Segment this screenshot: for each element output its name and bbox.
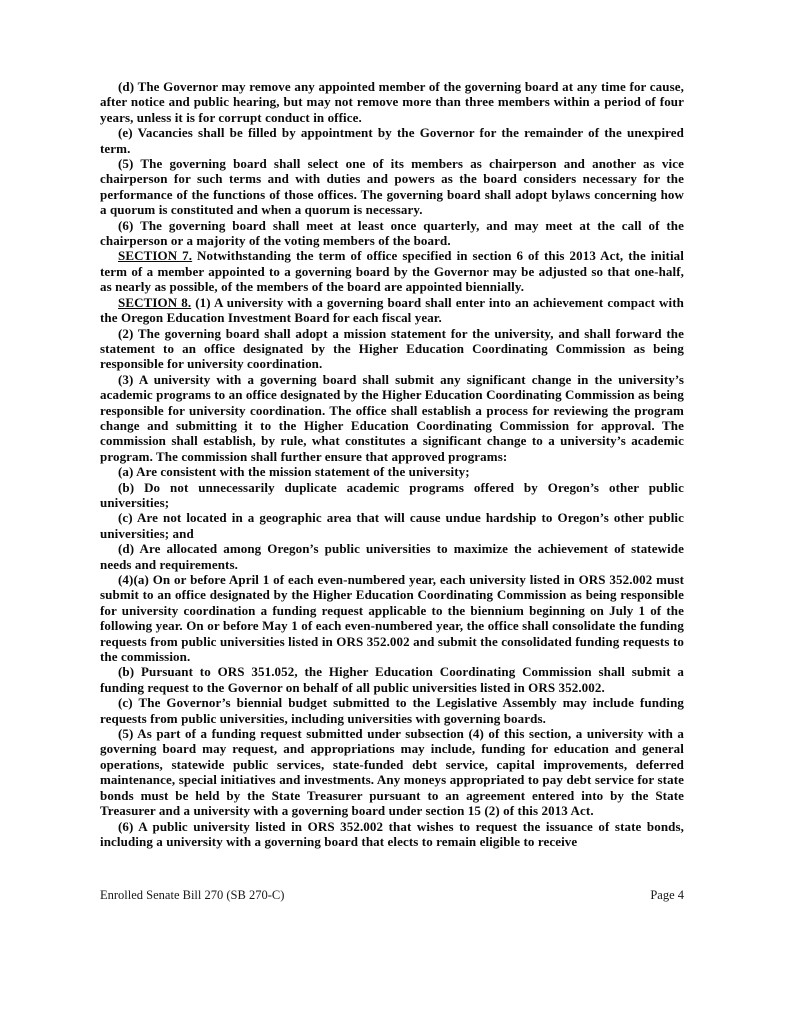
document-body xyxy=(100,79,684,849)
paragraph xyxy=(100,664,684,695)
paragraph-text: (6) A public university listed in ORS 352.002 that wishes to request the issuance of state bonds, including a university with a governing board that elects to remain eligible to receive xyxy=(100,818,684,849)
paragraph xyxy=(100,326,684,372)
paragraph xyxy=(100,695,684,726)
paragraph-text: (e) Vacancies shall be filled by appointment by the Governor for the remainder of the unexpired term. xyxy=(100,125,684,156)
paragraph-text: (5) As part of a funding request submitted under subsection (4) of this section, a university with a governing board may request, and appropriations may include, funding for education and general operations, statewide public services, state-funded debt service, capital improvements, deferred maintenance, special initiatives and investments. Any moneys appropriated to pay debt service for state bonds must be held by the State Treasurer pursuant to an agreement entered into by the State Treasurer and a university with a governing board under section 15 (2) of this 2013 Act. xyxy=(100,726,684,819)
paragraph xyxy=(100,125,684,156)
paragraph-text: (b) Pursuant to ORS 351.052, the Higher Education Coordinating Commission shall submit a funding request to the Governor on behalf of all public universities listed in ORS 352.002. xyxy=(100,664,684,695)
paragraph xyxy=(100,372,684,464)
footer-bill-title: Enrolled Senate Bill 270 (SB 270-C) xyxy=(100,888,285,902)
paragraph xyxy=(100,156,684,218)
section-heading: SECTION 8. xyxy=(118,294,192,310)
paragraph-text: (2) The governing board shall adopt a mission statement for the university, and shall forward the statement to an office designated by the Higher Education Coordinating Commission as being responsible for university coordination. xyxy=(100,325,684,372)
paragraph-text: (a) Are consistent with the mission statement of the university; xyxy=(118,464,470,480)
paragraph-text: (6) The governing board shall meet at least once quarterly, and may meet at the call of the chairperson or a majority of the voting members of the board. xyxy=(100,217,684,249)
paragraph xyxy=(100,218,684,249)
paragraph xyxy=(100,480,684,511)
paragraph xyxy=(100,464,684,479)
paragraph xyxy=(100,819,684,850)
paragraph-text: (3) A university with a governing board shall submit any significant change in the university’s academic programs to an office designated by the Higher Education Coordinating Commission as being responsible for university coordination. The office shall establish a process for reviewing the program change and submitting it to the Higher Education Coordinating Commission for approval. The commission shall establish, by rule, what constitutes a significant change to a university’s academic program. The commission shall further ensure that approved programs: xyxy=(100,371,684,464)
paragraph-text: (c) The Governor’s biennial budget submitted to the Legislative Assembly may include funding requests from public universities, including universities with governing boards. xyxy=(100,695,684,726)
paragraph xyxy=(100,248,684,294)
paragraph-text: (5) The governing board shall select one of its members as chairperson and another as vice chairperson for such terms and with duties and powers as the board considers necessary for the performance of the functions of those offices. The governing board shall adopt bylaws concerning how a quorum is constituted and when a quorum is necessary. xyxy=(100,156,684,218)
paragraph-text: Notwithstanding the term of office specified in section 6 of this 2013 Act, the initial term of a member appointed to a governing board by the Governor may be adjusted so that one-half, as nearly as possible, of the members of the board are appointed biennially. xyxy=(100,248,684,295)
paragraph-text: (d) Are allocated among Oregon’s public universities to maximize the achievement of statewide needs and requirements. xyxy=(100,541,684,572)
paragraph-text: (1) A university with a governing board shall enter into an achievement compact with the Oregon Education Investment Board for each fiscal year. xyxy=(100,294,684,326)
footer-page-number: Page 4 xyxy=(650,888,684,902)
paragraph xyxy=(100,295,684,326)
paragraph xyxy=(100,510,684,541)
paragraph xyxy=(100,79,684,125)
paragraph xyxy=(100,726,684,818)
paragraph-text: (d) The Governor may remove any appointed member of the governing board at any time for cause, after notice and public hearing, but may not remove more than three members within a period of four years, unless it is for corrupt conduct in office. xyxy=(100,79,684,125)
paragraph-text: (b) Do not unnecessarily duplicate academic programs offered by Oregon’s other public universities; xyxy=(100,479,684,510)
paragraph xyxy=(100,541,684,572)
page-footer xyxy=(100,888,684,903)
paragraph-text: (c) Are not located in a geographic area that will cause undue hardship to Oregon’s other public universities; and xyxy=(100,510,684,541)
paragraph-text: (4)(a) On or before April 1 of each even-numbered year, each university listed in ORS 352.002 must submit to an office designated by the Higher Education Coordinating Commission as being responsible for university coordination a funding request applicable to the biennium beginning on July 1 of the following year. On or before May 1 of each even-numbered year, the office shall consolidate the funding requests from public universities listed in ORS 352.002 and submit the consolidated funding requests to the commission. xyxy=(100,572,684,665)
section-heading: SECTION 7. xyxy=(118,248,193,264)
paragraph xyxy=(100,572,684,664)
